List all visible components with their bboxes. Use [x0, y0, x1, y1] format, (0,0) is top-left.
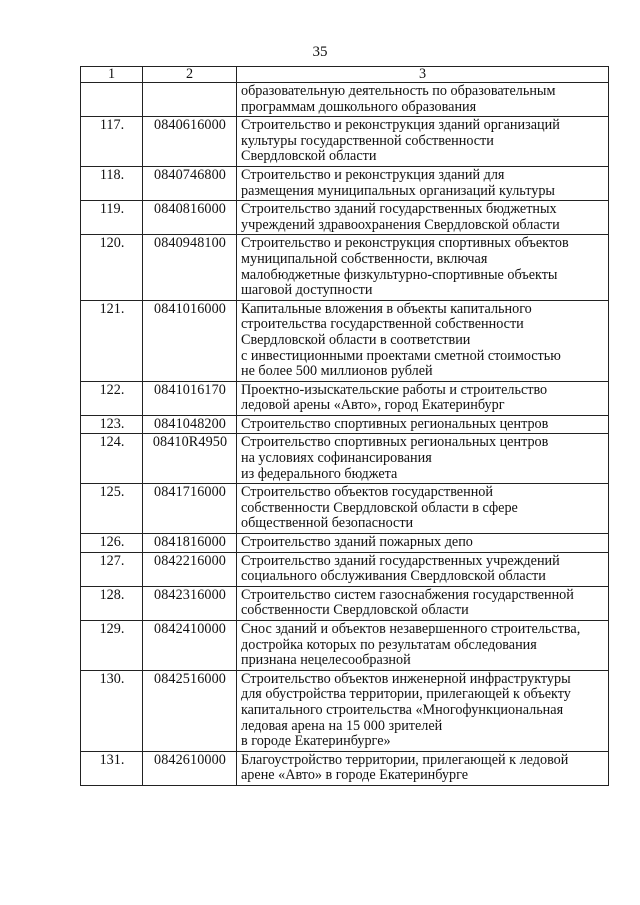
- row-code: 0841016000: [143, 300, 237, 381]
- table-row: [81, 166, 609, 200]
- description-line: Строительство зданий пожарных депо: [241, 534, 473, 551]
- description-line: ледовая арена на 15 000 зрителей: [241, 717, 443, 734]
- table-row: [81, 552, 609, 586]
- table-row: [81, 670, 609, 751]
- description-line: Строительство объектов инженерной инфраструктуры: [241, 670, 571, 687]
- description-line: Строительство спортивных региональных центров: [241, 415, 549, 432]
- row-code: 0841716000: [143, 484, 237, 534]
- description-line: Снос зданий и объектов незавершенного строительства,: [241, 621, 581, 637]
- row-code: 08410R4950: [143, 434, 237, 484]
- table-row: [81, 235, 609, 300]
- row-number: 122.: [81, 381, 143, 415]
- description-line: размещения муниципальных организаций культуры: [241, 182, 555, 199]
- row-description: [237, 484, 609, 534]
- description-line: на условиях софинансирования: [241, 450, 432, 467]
- table-row: [81, 83, 609, 117]
- row-code: 0842216000: [143, 552, 237, 586]
- row-number: 124.: [81, 434, 143, 484]
- row-number: 128.: [81, 586, 143, 620]
- description-line: с инвестиционными проектами сметной стоимостью: [241, 347, 561, 364]
- row-code: [143, 83, 237, 117]
- description-line: Строительство и реконструкция зданий организаций: [241, 117, 560, 134]
- row-description: [237, 534, 609, 553]
- description-line: социального обслуживания Свердловской области: [241, 568, 546, 585]
- description-line: не более 500 миллионов рублей: [241, 363, 433, 380]
- row-number: [81, 83, 143, 117]
- row-code: 0841048200: [143, 415, 237, 434]
- row-number: 119.: [81, 201, 143, 235]
- row-description: [237, 381, 609, 415]
- description-line: достройка которых по результатам обследования: [241, 636, 537, 653]
- description-line: Строительство и реконструкция зданий для: [241, 166, 505, 183]
- row-number: 130.: [81, 670, 143, 751]
- description-line: Благоустройство территории, прилегающей к ледовой: [241, 751, 569, 768]
- description-line: строительства государственной собственности: [241, 316, 524, 333]
- row-description: [237, 552, 609, 586]
- description-line: образовательную деятельность по образовательным: [241, 83, 556, 99]
- description-line: признана нецелесообразной: [241, 652, 411, 669]
- column-header-3: 3: [237, 67, 609, 83]
- row-number: 129.: [81, 621, 143, 671]
- row-description: [237, 117, 609, 167]
- description-line: Строительство систем газоснабжения государственной: [241, 586, 574, 603]
- table-row: [81, 621, 609, 671]
- row-code: 0842316000: [143, 586, 237, 620]
- description-line: Капитальные вложения в объекты капитального: [241, 300, 532, 317]
- description-line: Строительство спортивных региональных центров: [241, 434, 549, 451]
- column-header-2: 2: [143, 67, 237, 83]
- row-description: [237, 166, 609, 200]
- row-description: [237, 83, 609, 117]
- table-row: [81, 534, 609, 553]
- description-line: общественной безопасности: [241, 515, 414, 532]
- row-description: [237, 415, 609, 434]
- row-description: [237, 201, 609, 235]
- row-number: 126.: [81, 534, 143, 553]
- description-line: из федерального бюджета: [241, 465, 398, 482]
- row-description: [237, 621, 609, 671]
- table-row: [81, 381, 609, 415]
- row-code: 0840948100: [143, 235, 237, 300]
- row-code: 0842610000: [143, 751, 237, 785]
- description-line: культуры государственной собственности: [241, 132, 494, 149]
- table-row: [81, 117, 609, 167]
- description-line: арене «Авто» в городе Екатеринбурге: [241, 767, 469, 784]
- description-line: программам дошкольного образования: [241, 98, 477, 115]
- page-number: 35: [312, 44, 328, 60]
- row-number: 125.: [81, 484, 143, 534]
- table-row: [81, 751, 609, 785]
- row-number: 131.: [81, 751, 143, 785]
- table-row: [81, 415, 609, 434]
- codes-table: [80, 66, 609, 786]
- description-line: муниципальной собственности, включая: [241, 250, 488, 267]
- row-number: 118.: [81, 166, 143, 200]
- row-number: 127.: [81, 552, 143, 586]
- row-description: [237, 235, 609, 300]
- row-description: [237, 751, 609, 785]
- description-line: собственности Свердловской области: [241, 602, 469, 619]
- row-number: 121.: [81, 300, 143, 381]
- row-code: 0840746800: [143, 166, 237, 200]
- row-description: [237, 300, 609, 381]
- description-line: Строительство зданий государственных бюджетных: [241, 201, 557, 218]
- description-line: Строительство и реконструкция спортивных объектов: [241, 235, 569, 252]
- row-number: 120.: [81, 235, 143, 300]
- row-description: [237, 434, 609, 484]
- description-line: для обустройства территории, прилегающей к объекту: [241, 686, 571, 703]
- table-row: [81, 586, 609, 620]
- row-description: [237, 586, 609, 620]
- description-line: Строительство объектов государственной: [241, 484, 493, 501]
- row-number: 123.: [81, 415, 143, 434]
- description-line: собственности Свердловской области в сфере: [241, 499, 518, 516]
- row-code: 0840816000: [143, 201, 237, 235]
- description-line: Проектно-изыскательские работы и строительство: [241, 381, 548, 398]
- description-line: капитального строительства «Многофункциональная: [241, 701, 564, 718]
- description-line: Свердловской области в соответствии: [241, 331, 471, 348]
- description-line: Свердловской области: [241, 148, 377, 165]
- row-code: 0840616000: [143, 117, 237, 167]
- row-code: 0842410000: [143, 621, 237, 671]
- description-line: учреждений здравоохранения Свердловской области: [241, 216, 560, 233]
- row-description: [237, 670, 609, 751]
- table-row: [81, 300, 609, 381]
- row-code: 0841016170: [143, 381, 237, 415]
- table-row: [81, 484, 609, 534]
- column-header-1: 1: [81, 67, 143, 83]
- table-row: [81, 434, 609, 484]
- table-body: [81, 83, 609, 786]
- table-header-row: [81, 67, 609, 83]
- description-line: Строительство зданий государственных учреждений: [241, 552, 560, 569]
- description-line: ледовой арены «Авто», город Екатеринбург: [241, 397, 505, 414]
- description-line: шаговой доступности: [241, 282, 373, 299]
- description-line: малобюджетные физкультурно-спортивные объекты: [241, 266, 558, 283]
- row-number: 117.: [81, 117, 143, 167]
- table-row: [81, 201, 609, 235]
- row-code: 0842516000: [143, 670, 237, 751]
- description-line: в городе Екатеринбурге»: [241, 733, 391, 750]
- row-code: 0841816000: [143, 534, 237, 553]
